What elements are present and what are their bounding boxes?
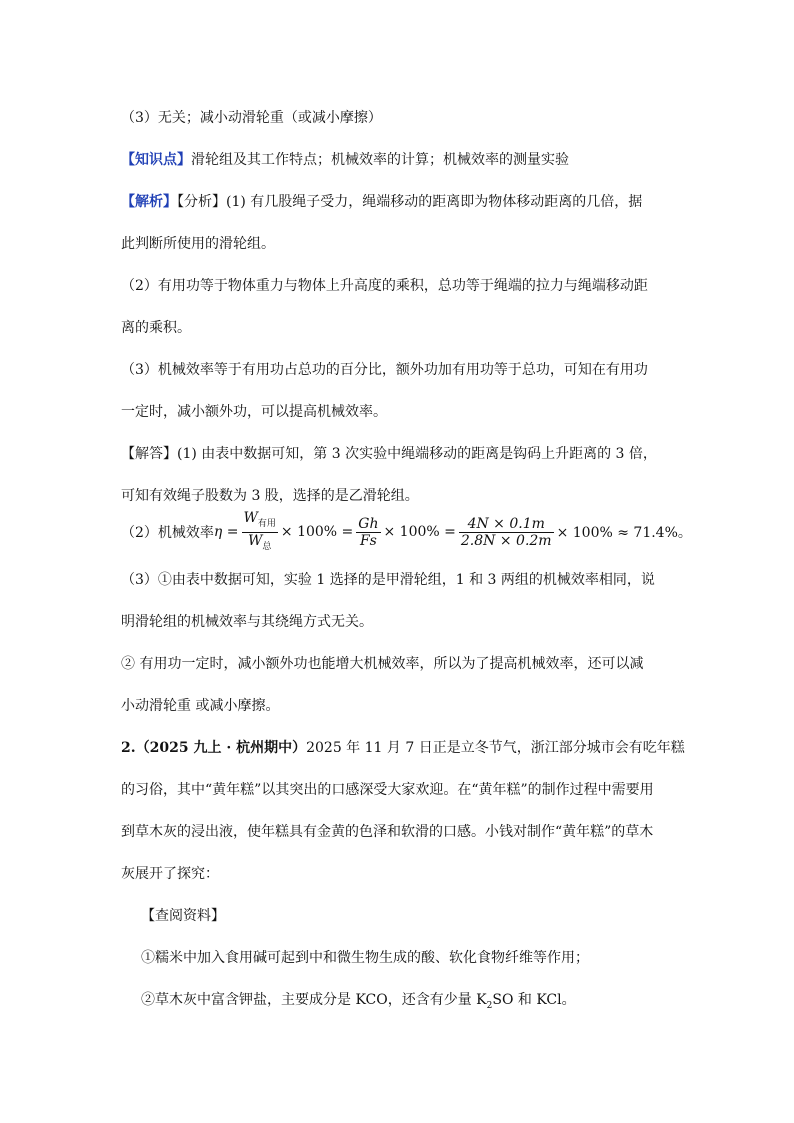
- analysis-line-5: （3）机械效率等于有用功占总功的百分比，额外功加有用功等于总功，可知在有用功: [121, 362, 648, 378]
- solution-line-4: （3）①由表中数据可知，实验 1 选择的是甲滑轮组，1 和 3 两组的机械效率相同，说: [121, 572, 655, 588]
- total-work-symbol: W: [248, 532, 263, 549]
- analysis-tag: 【解析】: [121, 194, 177, 210]
- analysis-line-1: [121, 192, 642, 212]
- fs-denominator: Fs: [359, 532, 377, 549]
- work-ratio-fraction: [242, 510, 278, 555]
- knowledge-points-tag: 【知识点】: [121, 152, 191, 168]
- reference-title: 【查阅资料】: [141, 908, 225, 924]
- question-2-line-4: 灰展开了探究：: [121, 866, 219, 882]
- reference-item-2-a: ②草木灰中富含钾盐，主要成分是 KCO，还含有少量 K: [141, 992, 487, 1008]
- analysis-line-4: 离的乘积。: [121, 320, 191, 336]
- eta-symbol: η =: [213, 524, 239, 540]
- times-100-1: × 100% =: [280, 524, 354, 540]
- solution-line-7: 小动滑轮重 或减小摩擦。: [121, 698, 280, 714]
- values-fraction: [459, 516, 554, 549]
- knowledge-points-text: 滑轮组及其工作特点；机械效率的计算；机械效率的测量实验: [191, 152, 569, 168]
- formula-prefix: （2）机械效率: [121, 525, 214, 541]
- reference-item-2-sub: 2: [486, 1000, 493, 1011]
- solution-line-1: 【解答】(1) 由表中数据可知，第 3 次实验中绳端移动的距离是钩码上升距离的 3 倍，: [121, 446, 657, 462]
- question-2-line-2: 的习俗，其中“黄年糕”以其突出的口感深受大家欢迎。在“黄年糕”的制作过程中需要用: [121, 782, 654, 798]
- solution-line-5: 明滑轮组的机械效率与其绕绳方式无关。: [121, 614, 373, 630]
- question-source: （2025 九上 · 杭州期中）: [135, 740, 307, 756]
- efficiency-formula: [121, 510, 692, 554]
- answer-line-3: （3）无关；减小动滑轮重（或减小摩擦）: [121, 110, 382, 126]
- reference-item-2-b: SO: [492, 992, 514, 1008]
- analysis-line-6: 一定时，减小额外功，可以提高机械效率。: [121, 404, 387, 420]
- solution-line-2: 可知有效绳子股数为 3 股，选择的是乙滑轮组。: [121, 488, 419, 504]
- question-number: 2.: [121, 740, 136, 756]
- values-numerator: 4N × 0.1m: [459, 516, 554, 533]
- reference-item-2-c: 和 KCl。: [513, 992, 576, 1008]
- analysis-text-1: 【分析】(1) 有几股绳子受力，绳端移动的距离即为物体移动距离的几倍，据: [177, 194, 643, 210]
- knowledge-points: [121, 150, 569, 170]
- analysis-line-2: 此判断所使用的滑轮组。: [121, 236, 275, 252]
- gh-fs-fraction: [356, 516, 380, 549]
- question-2-line-1: [121, 738, 685, 758]
- question-2-line-3: 到草木灰的浸出液，使年糕具有金黄的色泽和软滑的口感。小钱对制作“黄年糕”的草木: [121, 824, 654, 840]
- total-work-subscript: 总: [262, 541, 272, 552]
- useful-work-subscript: 有用: [257, 518, 276, 529]
- useful-work-symbol: W: [243, 509, 258, 526]
- gh-numerator: Gh: [358, 515, 379, 532]
- question-2-text-1: 2025 年 11 月 7 日正是立冬节气，浙江部分城市会有吃年糕: [306, 740, 685, 756]
- values-denominator: 2.8N × 0.2m: [460, 532, 552, 549]
- reference-item-1: ①糯米中加入食用碱可起到中和微生物生成的酸、软化食物纤维等作用；: [141, 950, 589, 966]
- times-100-2: × 100% =: [383, 524, 456, 540]
- reference-item-2: [141, 990, 576, 1016]
- times-100-result: × 100% ≈ 71.4%。: [556, 525, 692, 541]
- solution-line-6: ② 有用功一定时，减小额外功也能增大机械效率，所以为了提高机械效率，还可以减: [121, 656, 644, 672]
- analysis-line-3: （2）有用功等于物体重力与物体上升高度的乘积，总功等于绳端的拉力与绳端移动距: [121, 278, 648, 294]
